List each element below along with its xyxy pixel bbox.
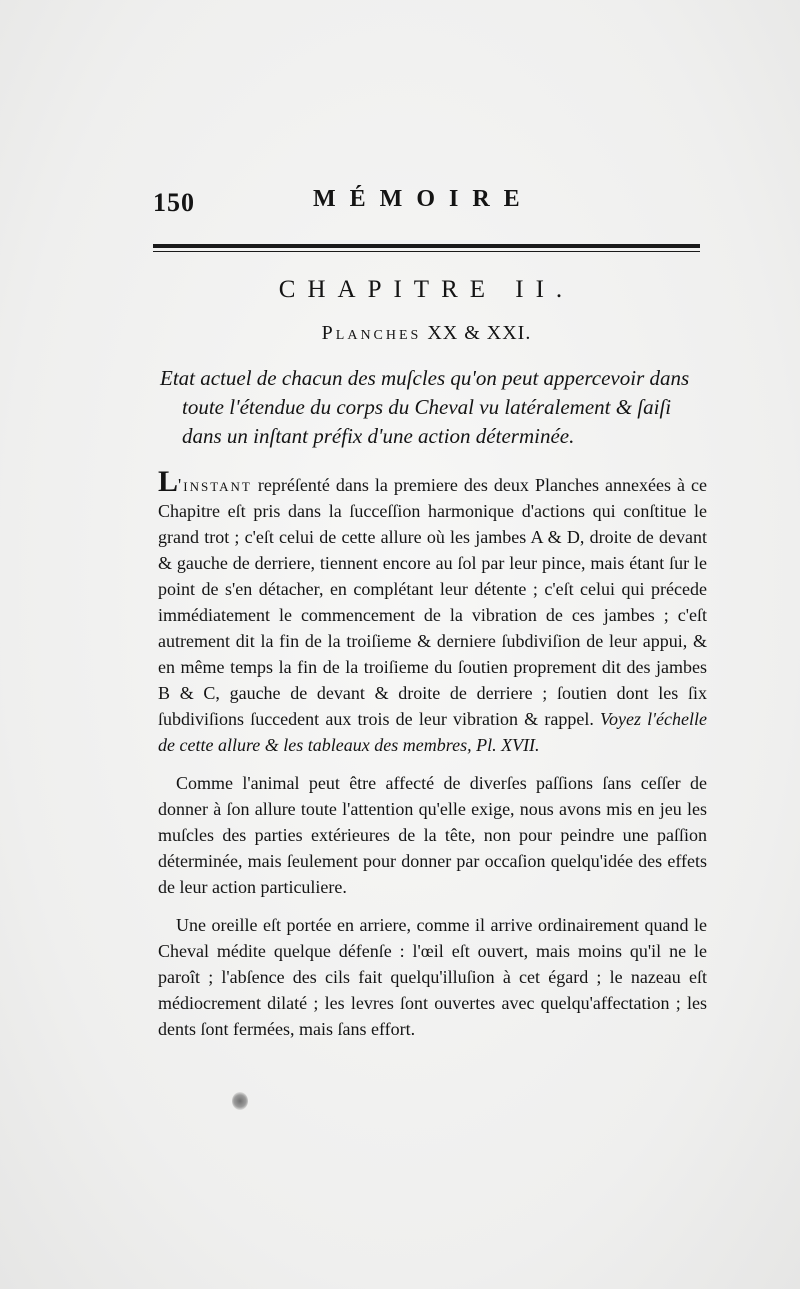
paragraph: Comme l'animal peut être affecté de diverſes paſſions ſans ceſſer de donner à ſon allure toute l'attention qu'elle exige, nous avons mis en jeu les muſcles des parties extérieures de la tête, non pour peindre une paſſion déterminée, mais ſeulement pour donner par occaſion quelqu'idée des effets de leur action particuliere.	[158, 773, 707, 897]
running-title: MÉMOIRE	[313, 186, 534, 212]
page-number: 150	[153, 188, 195, 217]
plates-numbers: XX & XXI.	[427, 322, 532, 344]
plates-heading	[153, 322, 700, 345]
paragraph: Une oreille eſt portée en arriere, comme il arrive ordinairement quand le Cheval médite quelque défenſe : l'œil eſt ouvert, mais moins qu'il ne le paroît ; l'abſence des cils fait quelqu'illuſion à cet égard ; le nazeau eſt médiocrement dilaté ; les levres ſont ouvertes avec quelqu'affectation ; les dents ſont fermées, mais ſans effort.	[158, 915, 707, 1039]
subtitle-line: toute l'étendue du corps du Cheval vu latéralement & ſaiſi	[182, 395, 672, 419]
chapter-subtitle	[160, 364, 704, 451]
paragraph-text: repréſenté dans la premiere des deux Planches annexées à ce Chapitre eſt pris dans la ſucceſſion harmonique d'actions qui conſtitue le grand trot ; c'eſt celui de cette allure où les jambes A & D, droite de devant & gauche de derriere, tiennent encore au ſol par leur pince, mais étant ſur le point de s'en détacher, en complétant leur détente ; c'eſt celui qui précede immédiatement le commencement de la vibration de ces jambes ; c'eſt autrement dit la fin de la troiſieme & derniere ſubdiviſion de leur appui, & en même temps la fin de la troiſieme du ſoutien proprement dit des jambes B & C, gauche de devant & droite de derriere ; ſoutien dont les ſix ſubdiviſions ſuccedent aux trois de leur vibration & rappel.	[158, 475, 707, 729]
opening-word: 'instant	[178, 475, 252, 495]
paragraph	[158, 465, 707, 758]
running-head	[153, 186, 709, 220]
cross-reference: Voyez l'échelle de cette allure & les tableaux des membres, Pl. XVII.	[158, 709, 707, 755]
ink-smudge	[232, 1092, 248, 1110]
chapter-title: CHAPITRE II.	[278, 276, 575, 303]
subtitle-line: Etat actuel de chacun des muſcles qu'on peut appercevoir dans	[160, 366, 690, 390]
plates-prefix: Planches	[321, 322, 422, 344]
header-rule-thick	[153, 244, 700, 248]
body-text	[158, 465, 707, 1054]
subtitle-line: dans un inſtant préfix d'une action déterminée.	[182, 424, 575, 448]
drop-cap: L	[158, 465, 179, 498]
header-rule-thin	[153, 251, 700, 252]
